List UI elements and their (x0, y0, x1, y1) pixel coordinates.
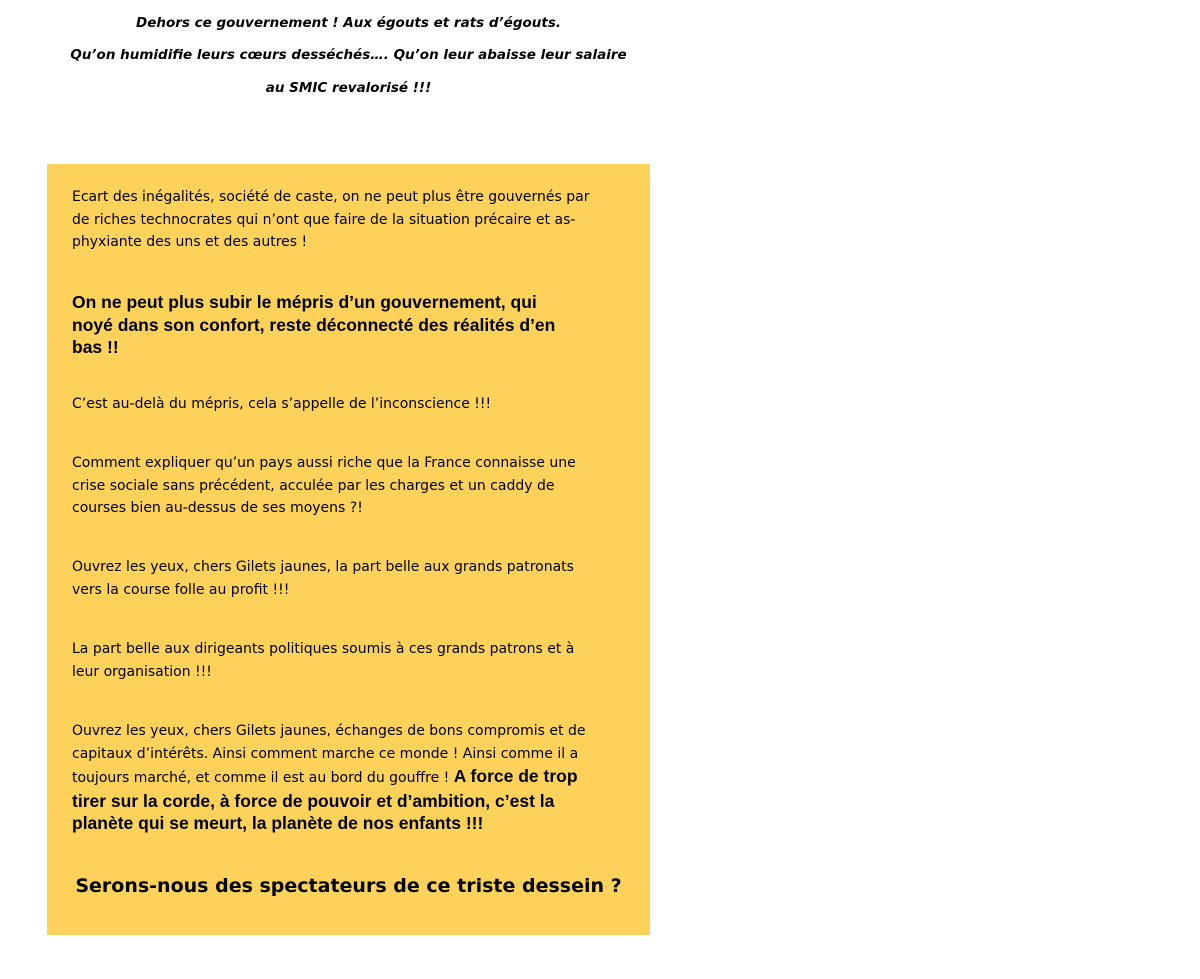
paragraph-open-eyes-compromises (72, 720, 627, 835)
text-run-bold: A force de trop (453, 766, 578, 786)
text-run: toujours marché, et comme il est au bord du gouffre ! (72, 770, 454, 786)
text-line: Ouvrez les yeux, chers Gilets jaunes, la part belle aux grands patronats (72, 559, 574, 575)
header-line-2: Qu’on humidifie leurs cœurs desséchés…. Qu’on leur abaisse leur salaire (70, 47, 627, 63)
text-line: bas !! (72, 337, 119, 357)
paragraph-open-eyes-patronats (72, 556, 627, 601)
text-line: Ouvrez les yeux, chers Gilets jaunes, échanges de bons compromis et de (72, 723, 586, 739)
text-line: de riches technocrates qui n’ont que faire de la situation précaire et as- (72, 211, 576, 228)
paragraph-contempt-bold (72, 291, 627, 359)
paragraph-political-leaders (72, 638, 627, 683)
paragraph-social-crisis (72, 452, 627, 520)
text-line: C’est au-delà du mépris, cela s’appelle de l’inconscience !!! (72, 396, 492, 412)
text-line: On ne peut plus subir le mépris d’un gouvernement, qui (72, 292, 537, 312)
header-line-3: au SMIC revalorisé !!! (265, 80, 432, 96)
paragraph-inequalities (72, 186, 627, 254)
yellow-text-panel (47, 164, 650, 935)
closing-question: Serons-nous des spectateurs de ce triste dessein ? (75, 875, 622, 897)
text-line: phyxiante des uns et des autres ! (72, 234, 308, 250)
text-line-bold: planète qui se meurt, la planète de nos enfants !!! (72, 813, 484, 833)
text-line: crise sociale sans précédent, acculée par les charges et un caddy de (72, 477, 555, 494)
text-line: leur organisation !!! (72, 663, 212, 680)
header-line-1: Dehors ce gouvernement ! Aux égouts et rats d’égouts. (135, 15, 561, 31)
paragraph-unconsciousness (72, 393, 627, 416)
text-line: capitaux d’intérêts. Ainsi comment marche ce monde ! Ainsi comme il a (72, 745, 579, 762)
text-line: Ecart des inégalités, société de caste, on ne peut plus être gouvernés par (72, 189, 590, 205)
text-line: courses bien au-dessus de ses moyens ?! (72, 500, 363, 516)
text-line-bold: tirer sur la corde, à force de pouvoir et d’ambition, c’est la (72, 790, 555, 811)
text-line: noyé dans son confort, reste déconnecté des réalités d’en (72, 314, 556, 335)
text-line: La part belle aux dirigeants politiques soumis à ces grands patrons et à (72, 641, 575, 657)
text-line-mixed (72, 765, 627, 790)
text-line: Comment expliquer qu’un pays aussi riche que la France connaisse une (72, 455, 576, 471)
text-line: vers la course folle au profit !!! (72, 581, 290, 598)
